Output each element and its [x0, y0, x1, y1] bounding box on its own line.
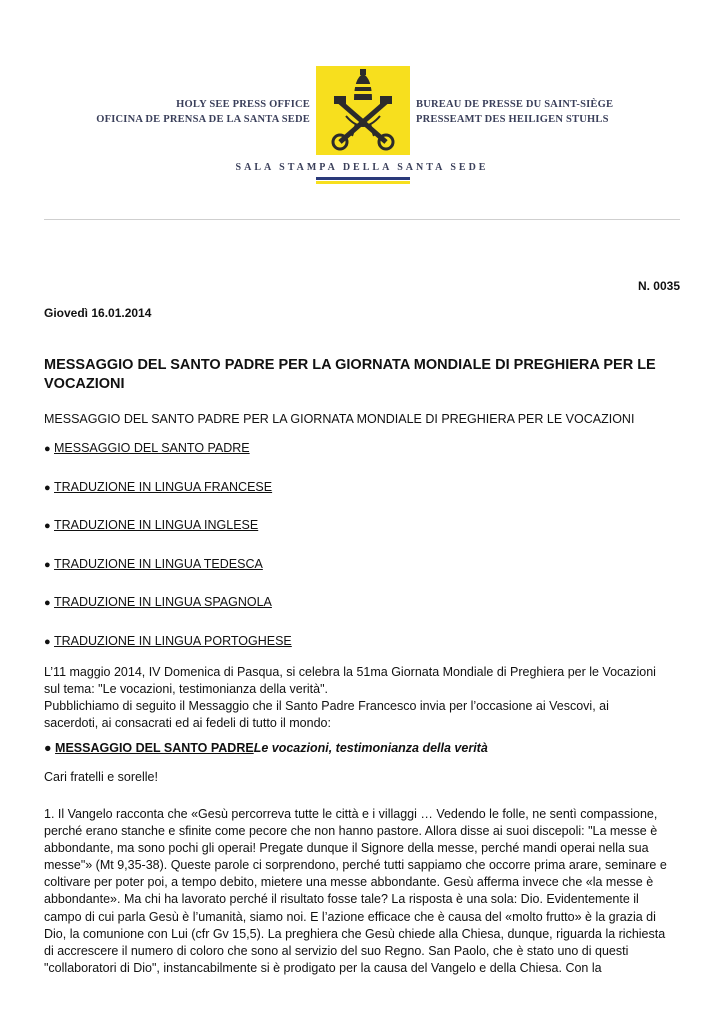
text-line: di accrescere il numero di coloro che sono al servizio del suo Regno. San Paolo, che è stato uno di questi: [44, 943, 629, 958]
header-right-line1: BUREAU DE PRESSE DU SAINT-SIÈGE: [416, 99, 614, 110]
text-line: abbondante, ma sono pochi gli operai! Pregate dunque il Signore della messe, perché mandi operai nella sua: [44, 841, 649, 856]
header-left-line1: HOLY SEE PRESS OFFICE: [176, 99, 310, 110]
page-title: MESSAGGIO DEL SANTO PADRE PER LA GIORNATA MONDIALE DI PREGHIERA PER LE VOCAZIONI: [44, 357, 656, 392]
text-line: messe"» (Mt 9,35-38). Queste parole ci sorprendono, perché tutti sappiamo che occorre prima arare, seminare e: [44, 858, 667, 873]
bullet-icon: ●: [44, 558, 51, 571]
list-item: [44, 517, 684, 556]
bullet-icon: ●: [44, 597, 51, 610]
bullet-icon: ●: [44, 481, 51, 494]
header-right-line2: PRESSEAMT DES HEILIGEN STUHLS: [416, 114, 609, 125]
link-portoghese[interactable]: TRADUZIONE IN LINGUA PORTOGHESE: [54, 633, 292, 648]
bullet-icon: ●: [44, 520, 51, 533]
list-item: [44, 440, 684, 479]
bullet-icon: ●: [44, 741, 52, 755]
text-line: Pubblichiamo di seguito il Messaggio che il Santo Padre Francesco invia per l’occasione ai Vescovi, ai: [44, 699, 609, 714]
header-left-line2: OFICINA DE PRENSA DE LA SANTA SEDE: [96, 114, 310, 125]
message-heading: [44, 741, 488, 755]
link-spagnola[interactable]: TRADUZIONE IN LINGUA SPAGNOLA: [54, 595, 272, 610]
bullet-icon: ●: [44, 635, 51, 648]
text-line: Dio, la comunione con Lui (cfr Gv 15,5). La preghiera che Gesù chiede alla Chiesa, dunque, riguarda la richiesta: [44, 926, 666, 941]
bulletin-date: Giovedì 16.01.2014: [44, 306, 152, 320]
link-inglese[interactable]: TRADUZIONE IN LINGUA INGLESE: [54, 518, 259, 533]
text-line: "collaboratori di Dio", instancabilmente si è prodigato per la causa del Vangelo e della Chiesa. Con la: [44, 960, 602, 975]
bulletin-number: N. 0035: [637, 279, 680, 293]
text-line: campo di cui parla Gesù è l’umanità, siamo noi. E l’azione efficace che è causa del «molto frutto» è la grazia di: [44, 909, 656, 924]
message-paragraph: [44, 806, 684, 977]
text-line: sul tema: "Le vocazioni, testimonianza della verità".: [44, 682, 329, 697]
message-heading-theme: Le vocazioni, testimonianza della verità: [253, 741, 488, 755]
intro-paragraph: [44, 664, 684, 732]
blue-divider-bar: [316, 177, 410, 180]
list-item: [44, 556, 684, 595]
list-item: [44, 479, 684, 518]
header-rule: [44, 219, 680, 220]
page-subtitle: MESSAGGIO DEL SANTO PADRE PER LA GIORNATA MONDIALE DI PREGHIERA PER LE VOCAZIONI: [44, 412, 635, 426]
message-heading-link[interactable]: MESSAGGIO DEL SANTO PADRE: [55, 741, 254, 755]
translation-links-list: [44, 440, 684, 672]
text-line: sacerdoti, ai consacrati ed ai fedeli di tutto il mondo:: [44, 716, 331, 731]
text-line: perché erano stanche e sfinite come pecore che non hanno pastore. Allora disse ai suoi discepoli: "La messe è: [44, 824, 658, 839]
text-line: coltivare per poter poi, a tempo debito, mietere una messe abbondante. Gesù afferma invece che «la messe è: [44, 875, 654, 890]
link-messaggio[interactable]: MESSAGGIO DEL SANTO PADRE: [54, 441, 250, 455]
link-francese[interactable]: TRADUZIONE IN LINGUA FRANCESE: [54, 479, 273, 494]
bullet-icon: ●: [44, 443, 51, 455]
papal-emblem-logo: [316, 66, 410, 155]
yellow-divider-bar: [316, 181, 410, 184]
text-line: abbondante». Ma chi ha lavorato perché il risultato fosse tale? La risposta è una sola: Dio. Evidentemente il: [44, 892, 639, 907]
link-tedesca[interactable]: TRADUZIONE IN LINGUA TEDESCA: [54, 556, 263, 571]
list-item: [44, 594, 684, 633]
crossed-keys-tiara-icon: [316, 66, 410, 155]
text-line: 1. Il Vangelo racconta che «Gesù percorreva tutte le città e i villaggi … Vedendo le folle, ne sentì compassione,: [44, 807, 658, 821]
header-right-block: [416, 97, 613, 127]
header-left-block: [96, 97, 310, 127]
text-line: L’11 maggio 2014, IV Domenica di Pasqua, si celebra la 51ma Giornata Mondiale di Preghiera per le Vocazioni: [44, 665, 656, 679]
greeting: Cari fratelli e sorelle!: [44, 770, 158, 784]
sala-stampa-label: SALA STAMPA DELLA SANTA SEDE: [235, 162, 489, 173]
